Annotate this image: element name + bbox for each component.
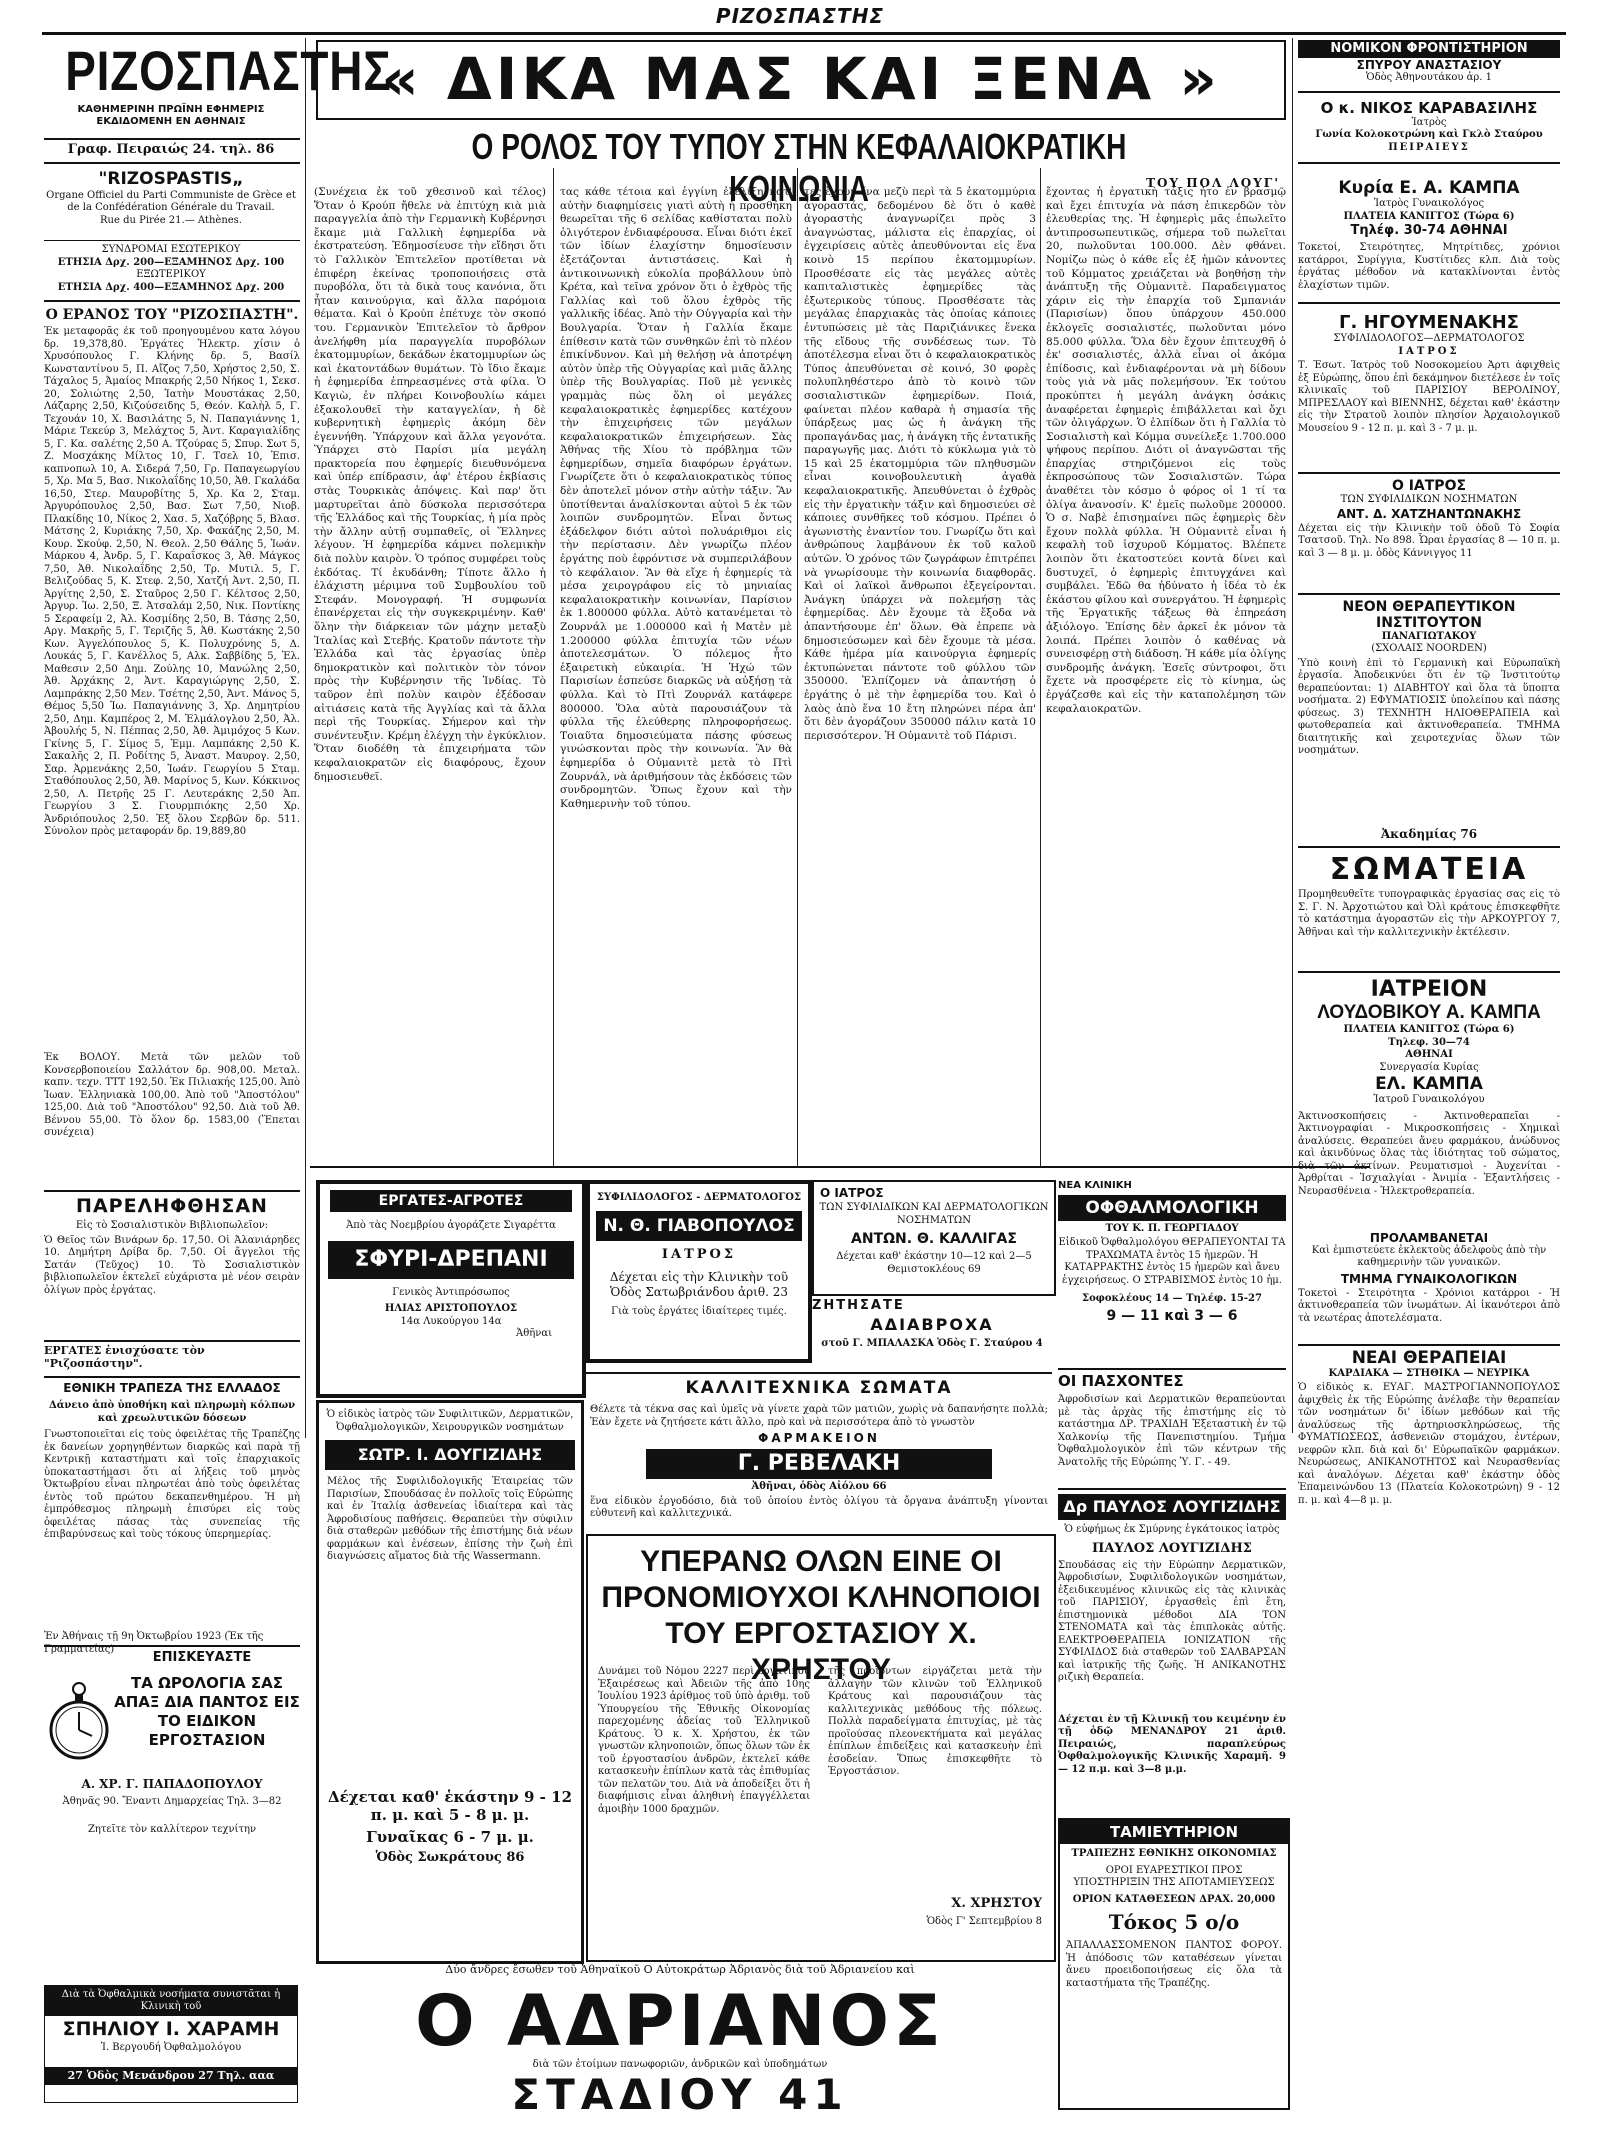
pasxontes-rule — [1058, 1368, 1286, 1370]
factory-address: Ὁδὸς Γ' Σεπτεμβρίου 8 — [926, 1916, 1042, 1927]
right-rule-4 — [1298, 472, 1560, 474]
bank-body: Γνωστοποιεῖται εἰς τοὺς ὀφειλέτας τῆς Τραπέζης ἐκ δανείων χορηγηθέντων διαρκῶς καὶ παρὰ τῇ Κεντρικῇ καταστήματι καὶ τοῖς ἐπαρχιακοῖς ὑποκαταστήμασι ὅτι αἱ λήξεις τοῦ μηνὸς Ὀκτωβρίου εἶναι πληρωτέαι ἀπὸ τοὺς ὀφειλέτας ἐντὸς τοῦ πρώτου δεκαπενθημέρου. Ἡ μὴ ἐμπρόθεσμος πληρωμὴ ἐπισύρει εἰς τοὺς ὀφειλέτας πάσας τὰς συνεπείας τῆς ἐπιβαρύνσεως καὶ τοὺς τόκους ὑπερημερίας. — [44, 1429, 300, 1540]
pharmacy-footer: ἕνα εἰδικὸν ἐργοδόσιο, διὰ τοῦ ὁποίου ἐντὸς ὀλίγου τὰ ὄργανα ἀνάπτυξη γίνονται εὐθυτενῆ καὶ καλλιτεχνικά. — [590, 1495, 1048, 1519]
iatreion-address: ΠΛΑΤΕΙΑ ΚΑΝΙΓΓΟΣ (Τώρα 6) — [1343, 1024, 1515, 1035]
article-column-4: ἔχοντας ἡ ἐργατικὴ τάξις ἦτο ἐν βρασμῷ καὶ ἔχει ἐπιτυχία νὰ πάση ἐπικερδῶν τὸν ἑλευθερίας της. Ἡ ἐφημερὶς μᾶς ἐπωλεῖτο ἀντιπροσωπευτικῶς, σήμερα τοῦ πωλεῖται 20, πωλοῦνται 100.000. Δὲν φθάνει. Νομίζω πὼς ὁ κάθε εἷς ἐξ ἡμῶν κἀνοντες τοῦ Κόμματος χρειάζεται νὰ βοηθήσῃ τὴν ἀνάπτυξη τῆς Οὐμανιτὲ. Παραδειγματος χάριν εἰς τὴν ἐπαρχία τοῦ Σμπανιάν (Παρισίων) ὅπου ὑπάρχουν 450.000 ἐκλογεῖς σοσιαλιστές, πωλοῦνται μόνο 85.000 φύλλα. Ὅλα δὲν ἔχουν ἐπιτευχθῆ ὁ ἐκ' σοσιαλιστές, ἀλλὰ εἷναι οἱ ἀκόμα ἐπίδοσις, καὶ ἐνδιαφέρονται νὰ μὴ δίδουν τοὺς γιὰ νὰ μᾶς πολεμήσουν. Ἐκ τούτου προκύπτει ἡ μεγάλη ἀνάγκη ὁσάκις ἀναφέρεται ἐφημερὶς ἐπιβάλλεται καὶ ὄχι τῶν ὀλιγάρχων. Ὁ ἐλπίδων ὅτι ἡ Γαλλία τὸ Σοσιαλιστὴ καὶ Κόμμα συνείλεξε 1.700.000 ψήφους περίπου. Διότι οἱ ἀναγνῶσται τῆς ἐπαρχίας στηριζόμενοι εἰς τοὺς ἐκπροσώπους τῶν Σοσιαλιστῶν. Τώρα ἀναθέτει τὸν κόσμο ὁ φόρος οἱ 1 τί τα ὀλίγα ἀνανοσίν. Κ' ἐμεῖς πωλοῦμε 200000. Ὁ σ. Ναβὲ ἐπισημαίνει πῶς ἐφημερὶς δὲν ἔχουν πολλὰ φύλλα. Ἡ Οὐμανιτὲ εἶναι ἡ κεφαλὴ τοῦ ἰσχυροῦ Κόμματος. Βλέπετε λοιπὸν ὅτι ἐκατοστεύει κοντὰ δίνει καὶ δυστυχεῖ, ὁ ἐφημερὶς ἐπιτυγχάνει καὶ συμβάλει. Ἐδῶ θα ἠδύνατο ἡ ἰδέα τὸ ἐκ ἑκάστου φίλου καὶ συνεργάτου. Ἡ ἐφημερὶς τῆς Ἐργατικῆς τάξεως θὰ ἐπηρεάση ἀξιόλογο. Ἐπίσης δὲν ἀρκεῖ ἐκ μόνον τὰ λοιπά. Πρέπει λοιπὸν ὁ καθένας νὰ συνεισφέρῃ στὴ διάδοση. Ἡ κάθε μία ὀλίγης συνδρομῆς ἀνάγκη. Ἐσεῖς σύντροφοι, ὅτι ἔχετε νὰ προσφέρετε εἰς τὸ κίνημα, ὡς ἐργάζεσθε καὶ εἰς τὴν καταπολέμηση τῶν κεφαλαιοκρατῶν. — [1046, 186, 1286, 715]
pharmacy-ad — [586, 1378, 1052, 1528]
dougizidis-hours: Δέχεται καθ' ἑκάστην 9 - 12 π. μ. καὶ 5 - 8 μ. μ. — [327, 1788, 573, 1824]
eye-clinic-subtitle: Ἰ. Βεργουδή Ὀφθαλμολόγου — [100, 2042, 242, 2053]
dougizidis-address: Ὁδὸς Σωκράτους 86 — [375, 1850, 525, 1865]
banner-title — [318, 44, 1284, 114]
banner-box — [316, 40, 1286, 120]
lougizidis-body: Σπουδάσας εἰς τὴν Εὐρώπην Δερματικῶν, Ἀφροδισίων, Συφιλιδολογικῶν νοσημάτων, ἐξειδικευμένος κλινικῶς εἰς τὰς κλινικὰς τοῦ ΠΑΡΙΣΙΟΥ, ἐργασθεὶς ἐπὶ ἔτη, ἐπιστημονικὰ μέθοδοι ΔΙΑ ΤΟΝ ΣΤΕΝΟΜΑΤΑ καὶ τὰς ἐπιπλοκὰς αὐτῆς. ΕΛΕΚΤΡΟΘΕΡΑΠΕΙΑ ΙΟΝΙΖΑΤΙΟΝ τῆς ΣΥΦΙΛΙΔΟΣ διὰ σταθερῶν τοῦ ΣΑΛΒΑΡΣΑΝ καὶ ἰατρικῆς τῆς ζωῆς. Ἡ ΑΝΙΚΑΝΟΤΗΣ ριζικὴ Θεραπεία. — [1058, 1559, 1286, 1683]
article-column-1: (Συνέχεια ἐκ τοῦ χθεσινοῦ καὶ τέλος) Ὅταν ὁ Κρούπ ἤθελε νὰ ἐπιτύχη κιὰ μιὰ παραγγελία ἀπὸ τὴν Γερμανικὴ Κυβέρνησι ἔκαμε μιὰ Γαλλικὴ ἐφημερίδα νὰ ἐκστρατεύση. Ἐδημοσίευσε τὴν εἴδησι ὅτι τὸ Γαλλικὸν Ἐπιτελεῖον προτίθεται νὰ ἐπιφέρη ἐκείνας τροποποιήσεις στὰ πυροβόλα, ὅτι τὰ δικὰ τους κανόνια, ὅτι ἦταν καινούργια, καὶ ἄλλα παρόμοια θέματα. Καὶ ὁ Κρούπ ἐπέτυχε τὸν σκοπό του. Γερμανικὸν Ἐπιτελεῖον τὸ ἄρθρον ἀνελήφθη μία παραγγελία πυροβόλων ἑκατομμυρίων, δεκάδων ἑκατομμυρίων ὡς καὶ ἐκατοντάδων θυμάτων. Τὸ ἴδιο ἔκαμε ἡ ἐφημερίδα ἐπηρεασμένες στὰ φίλα. Ὁ Καγιὼ, ἐν πλήρει Κοινοβουλίω κάμει ἐξακολουθεῖ τὴν καταγγελίαν, ἡ δὲ κυβερνητικὴ ἐφημερὶς ἀκόμη δὲν ἐγεννήθη. Ὑπάρχουν καὶ ἄλλα γεγονότα. Ὑπάρχει στὸ Παρίσι μία μεγάλη πρακτορεία που ἐφημερίς διευθυνόμενα καὶ ὑπέρ επίδρασιν, ἀφ' ἑτέρου ἐκβίασις στὰς Τουρκικὰς ἀπόψεις. Καὶ παρ' ὅτι μαρτυρεῖται ἀπὸ δύσκολα περισσότερα τῆς Ἑλλάδος καὶ τῆς Τουρκίας, ἡ μία πρὸς τὴν ἄλλην αὐτῇ συμπαθεῖς, οἱ Ἕλληνες λέγουν. Ἡ ἐφημερίδα κάμνει πολεμικὴν διὰ πολὺν καιρὸν. Ὁ τρόπος συμφέρει τοὺς ἐκδότας. Τί ἐκυδάνθη; Τίποτε ἄλλο ἡ ἐλάχιστη μέριμνα τοῦ Συμβουλίου τοῦ Στεφάν. Μονογραφή. Ἡ συμφωνία ἐπανέρχεται εἰς τὴν συγκεκριμένην. Καθ' ὅλην τὴν διάρκειαν τῶν μάχην μεταξὺ Ἰταλίας καὶ Στεβής. Κρατοῦν πάντοτε τὴν Ἑλλάδα καὶ τὰς ἐργασίας ὑπὲρ δημοκρατικὸν καὶ πολιτικὸν τὸν τόνον πρὸς τὴν Κυβέρνησιν τῆς Ἰνδίας. Τὸ ταῦρον ἐπὶ πολὺν καιρὸν ἐξέδοσαν αἰτιάσεις κατὰ τῆς Ἀγγλίας καὶ τὰ ἄλλα περὶ τῆς Τουρκίας. Σήμερον καὶ τὴν συνέντευξιν. Κρέμη ἐλέγχη τὴν ἐγκύκλιον. Ὅταν διοδέθη τὰ ἐπιχειρήματα τῶν κεφαλαιοκρατῶν εἰς διαφόρους, ἔχουν δημοσιευθεῖ. — [314, 186, 546, 783]
parelth-rule — [44, 1190, 300, 1192]
eye-clinic-address: 27 Ὁδὸς Μενάνδρου 27 Τηλ. ααα — [45, 2067, 297, 2085]
latin-address: Rue du Pirée 21.— Athènes. — [100, 215, 242, 226]
chatzi-body: Δέχεται εἰς τὴν Κλινικὴν τοῦ ὁδοῦ Τὸ Σοφία Τσατσοῦ. Τηλ. Νο 898. Ὧραι ἐργασίας 8 — 10 π. μ. καὶ 3 — 8 μ. μ. ὁδὸς Κάννιγγος 11 — [1298, 522, 1560, 559]
cigarettes-ad-title: ΕΡΓΑΤΕΣ-ΑΓΡΟΤΕΣ — [330, 1190, 572, 1212]
cigarettes-ad — [316, 1180, 586, 1398]
parelth-section — [44, 1194, 300, 1327]
cigarettes-agent-label: Γενικὸς Ἀντιπρόσωπος — [392, 1286, 510, 1298]
right-rule-8 — [1298, 1344, 1560, 1346]
chatzi-name: ΑΝΤ. Δ. ΧΑΤΖΗΑΝΤΩΝΑΚΗΣ — [1336, 506, 1522, 521]
eye-clinic-intro: Διὰ τὰ Ὀφθαλμικὰ νοσήματα συνιστᾶται ἡ Κλινικὴ τοῦ — [45, 1986, 297, 2016]
new-clinic-title: ΟΦΘΑΛΜΟΛΟΓΙΚΗ — [1058, 1195, 1286, 1221]
eye-clinic-new-ad — [1058, 1180, 1286, 1360]
eranos-title: Ο ΕΡΑΝΟΣ ΤΟΥ "ΡΙΖΟΣΠΑΣΤΗ". — [45, 307, 299, 323]
ergates-rule — [44, 1340, 300, 1342]
cigarettes-agent-name: ΗΛΙΑΣ ΑΡΙΣΤΟΠΟΥΛΟΣ — [384, 1303, 518, 1314]
masthead-subtitle-2: ΕΚΔΙΔΟΜΕΝΗ ΕΝ ΑΘΗΝΑΙΣ — [96, 116, 246, 127]
adrianos-address: ΣΤΑΔΙΟΥ 41 — [511, 2070, 849, 2119]
kampa-address: ΠΛΑΤΕΙΑ ΚΑΝΙΓΓΟΣ (Τώρα 6) — [1343, 210, 1515, 222]
parelth-title: ΠΑΡΕΛΗΦΘΗΣΑΝ — [76, 1195, 268, 1217]
iatreion-doctor-title: Ἰατροῦ Γυναικολόγου — [1373, 1094, 1485, 1105]
watch-note: Ζητεῖτε τὸν καλλίτερον τεχνίτην — [87, 1824, 257, 1835]
lougizidis-name: ΠΑΥΛΟΣ ΛΟΥΓΙΖΙΔΗΣ — [1092, 1540, 1252, 1556]
law-school-title: ΝΟΜΙΚΟΝ ΦΡΟΝΤΙΣΤΗΡΙΟΝ — [1298, 40, 1560, 58]
eranos-body: Ἐκ μεταφορᾶς ἐκ τοῦ προηγουμένου κατα λόγου δρ. 19,378,80. Ἐργάτες Ἠλεκτρ. χίσιν ὁ Χρυσόπουλος Γ. Κλήνης δρ. 5, Βασίλ Κωνσταντίνου 5, Π. Αἴζος 7,50, Χρήστος 2,50, Σ. Τάχαλος 5, Ἀμαίος Μπακρής 2,50 Νήκος 1, Σεκσ. 20, Σολιώτης 2,50, Ἰατὴν Μουστάκας 2,50, Λάζαρης 2,50, Κιζούσειδης 5, Θεόν. Καλὴλ 5, Γ. Τεχουάν 10, Χ. Βασιλάτης 5, Ν. Παπαγιάννης 1, Μάριε Τεκεύρ 3, Μελάχτος 5, Ἀντ. Καραγιαλίδης 5, Γ. Κα. σαλέτης 2,50 Α. Τζούρας 5, Σπυρ. Σωτ 5, Ζ. Μοσχάκης Μίλτος 10, Γ. Τσελ 10, Ἐπισ. καπνοπωλ 10, Α. Σιδερά 7,50, Γρ. Παπαγεωργίου 5, Χρ. Μα 5, Βασ. Νικολαΐδης 10,50, Ἀθ. Γκαλάδα 16,50, Στερ. Μαυροβίτης 5, Χρ. Κα 2, Σταμ. Ἀργυρόπουλος 2,50, Βασ. Σωτ 7,50, Νιοβ. Πλακίδης 10, Νίκος 2, Χασ. 5, Χαζόβρης 5, Βλασ. Μάτσης 2, Κυριάκης 7,50, Χρ. Φακάζης 2,50, Μ. Κουρ. Σκούφ. 2,50, Ν. Θεολ. 2,50 Θάλης 5, Ἰωάν. Μάρκου 4, Ἀνδρ. 5, Γ. Καραΐσκος 3, Ἀθ. Μάγκος 7,50, Ἀθ. Νικολαΐδης 2,50, Τρ. Μυτιλ. 5, Γ. Βελιζούδας 5, Κ. Στεφ. 2,50, Χατζή Ἀντ. 2,50, Π. Ἀργίτης 2,50, Σ. Σταῦρος 2,50 Γ. Κέλτσος 2,50, Ἀργυρ. Ἰω. 2,50, Ξ. Ἀτσαλάμ 2,50, Νικ. Ποντίκης 5 Σεραφείμ 2, Ἀλ. Κοσμίδης 2,50, Β. Τάσης 2,50, Αργ. Μακρῆς 5, Γ. Τεριζῆς 5, Ἀθ. Κωστάκης 2,50 Κων. Ἀγγελόπουλος 5, Κ. Πολυχρόνης 5, Δ. Λουκάς 5, Γ. Κανέλλος 5, Αλκ. Σαββίδης 5, Ἐλ. Μαθεσιν 2,50 Δημ. Ζούλης 10, Μανώλης 2,50, Ἀθ. Ἀρχάκης 2, Ἀντ. Καραγιώργης 2,50, Σ. Λαμπράκης 2,50 Μεν. Τσέτης 2,50, Ἀντ. Μάνος 5, Θέμος 5,50 Ἰω. Παπαγιάννης 3, Χρ. Δημητρίου 2,50, Δημ. Καμπέρος 2, Μ. Ἐλμάλογλου 2,50, Ἀλ. Ἀβουλής 5, Ν. Πέππας 2,50, Ἀθ. Ἀμιμόχος 5 Κων. Γκίνης 5, Γ. Σίμος 5, Ἐμμ. Λαμπάκης 2,50 Κ. Σακαλῆς 2, Π. Ροδίτης 5, Ἀναστ. Μαυρογ. 2,50, Σαρ. Ἀρμενάκης 2,50, Ἰωάν. Γεωργίου 5 Σταμ. Σταθόπουλος 2,50, Ἀθ. Μαρίνος 5, Κων. Κόκκινος 2,50, Λ. Πετρῆς 25 Γ. Λευτεράκης 2,50 Ἀπ. Γεωργίου 3 Σ. Γιουρμπιόκης 2,50 Χρ. Ἀνδριόπουλος 2,50. Ἐξ ὅλου Σερβῶν δρ. 511. Σύνολον πρὸς μεταφοράν δρ. 19,889,80 — [44, 326, 300, 837]
institute-address: Ἀκαδημίας 76 — [1380, 826, 1478, 841]
iatreion-title: ΙΑΤΡΕΙΟΝ — [1370, 977, 1488, 1002]
pharmacy-address: Ἀθῆναι, ὁδὸς Αἰόλου 66 — [751, 1481, 887, 1492]
kalligas-name: ΑΝΤΩΝ. Θ. ΚΑΛΛΙΓΑΣ — [851, 1231, 1017, 1247]
giavopoulos-name: Ν. Θ. ΓΙΑΒΟΠΟΥΛΟΣ — [596, 1211, 802, 1241]
eye-clinic-ad — [44, 1985, 298, 2103]
byline: ΤΟΥ ΠΟΛ ΛΟΥΓ' — [1146, 176, 1280, 190]
iatreion-doctor: ΕΛ. ΚΑΜΠΑ — [1375, 1074, 1483, 1094]
dougizidis-intro: Ὁ εἰδικὸς ἰατρὸς τῶν Συφιλιτικῶν, Δερματικῶν, Ὀφθαλμολογικῶν, Χειρουργικῶν νοσημάτων — [326, 1409, 574, 1433]
dougizidis-ad — [316, 1400, 584, 1964]
masthead-title: ΡΙΖΟΣΠΑΣΤΗΣ — [65, 39, 392, 102]
adrianos-name: Ο ΑΔΡΙΑΝΟΣ — [415, 1979, 945, 2062]
right-rule-6 — [1298, 846, 1560, 848]
banner-text: ΔΙΚΑ ΜΑΣ ΚΑΙ ΞΕΝΑ — [446, 45, 1156, 113]
institute-title: ΝΕΟΝ ΘΕΡΑΠΕΥΤΙΚΟΝ ΙΝΣΤΙΤΟΥΤΟΝ — [1342, 598, 1516, 631]
therapies-title: ΝΕΑΙ ΘΕΡΑΠΕΙΑΙ — [1351, 1347, 1507, 1368]
iatreion-phone: Τηλεφ. 30—74 — [1388, 1036, 1470, 1048]
dougizidis-women-hours: Γυναῖκας 6 - 7 μ. μ. — [366, 1828, 534, 1846]
chatzi-subtitle: ΤΩΝ ΣΥΦΙΛΙΔΙΚΩΝ ΝΟΣΗΜΑΤΩΝ — [1340, 494, 1518, 505]
kampa-subtitle: Ἰατρὸς Γυναικολόγος — [1373, 198, 1485, 209]
latin-title: "RIZOSPASTIS„ — [98, 169, 244, 189]
subs-rule — [44, 240, 300, 241]
watch-body: ΤΑ ΩΡΟΛΟΓΙΑ ΣΑΣ ΑΠΑΞ ΔΙΑ ΠΑΝΤΟΣ ΕΙΣ ΤΟ ΕΙΔΙΚΟΝ ΕΡΓΟΣΤΑΣΙΟΝ — [114, 1674, 300, 1749]
dougizidis-name: ΣΩΤΡ. Ι. ΔΟΥΓΙΖΙΔΗΣ — [325, 1440, 575, 1470]
watch-owner: Α. ΧΡ. Γ. ΠΑΠΑΔΟΠΟΥΛΟΥ — [81, 1777, 263, 1791]
institute-body: Ὑπὸ κοινὴ ἐπὶ τὸ Γερμανικὴ καὶ Εὐρωπαϊκὴ ἐργασία. Ἀποδεικνύει ὅτι ἐν τῷ Ἰνστιτούτῳ θεραπεύονται: 1) ΔΙΑΒΗΤΟΥ καὶ ὅλα τὰ ὕποπτα νοσήματα. 2) ΕΦΥΜΑΤΙΟΣΙΣ ὑπολείπου καὶ πάσης φύσεως. 3) ΤΕΧΝΗΤΗ ΗΛΙΟΘΕΡΑΠΕΙΑ καὶ φωτοθεραπεία καὶ ἀκτινοθεραπεία. ΤΜΗΜΑ διαιτητικῆς καὶ χειροτεχνίας ὅλων τῶν νοσημάτων. — [1298, 657, 1560, 756]
cigarettes-brand: ΣΦΥΡΙ-ΔΡΕΠΑΝΙ — [328, 1241, 574, 1279]
adrianos-ad — [310, 1964, 1050, 2134]
iatreion-new: ΠΡΟΛΑΜΒΑΝΕΤΑΙ — [1369, 1230, 1489, 1245]
iatreion-city: ΑΘΗΝΑΙ — [1405, 1049, 1453, 1060]
raincoats-head: ΖΗΤΗΣΑΤΕ — [812, 1298, 905, 1313]
subscriptions-title: ΣΥΝΔΡΟΜΑΙ ΕΣΩΤΕΡΙΚΟΥ — [101, 244, 241, 255]
savings-minimum: ΟΡΙΟΝ ΚΑΤΑΘΕΣΕΩΝ ΔΡΑΧ. 20,000 — [1072, 1893, 1276, 1905]
institute-school: (ΣΧΟΛΑΙΣ NOORDEN) — [1371, 643, 1487, 654]
factory-body-right: τῆς προϊόντων εἰργάζεται μετὰ τὴν ἀλλαγὴν τῶν κλινῶν τοῦ Ἑλληνικοῦ Κράτους καὶ παρουσιάζουν τὰς καλλιτεχνικὰς μεθόδους τῆς πόλεως. Πολλὰ παραδείγματα ἐπιτυχίας, μὲ τὰς προϊούσας πλεονεκτήματα καὶ μεγάλας ἐπίπλων ἐπιδείξεις καὶ κατασκευὴν ἐπὶ ἐσοδείαν. Ὅπως ἐπισκεφθῆτε τὸ Ἐργοστάσιον. — [828, 1666, 1042, 1777]
office-address: Γραφ. Πειραιώς 24. τηλ. 86 — [67, 142, 275, 157]
raincoats-ad — [812, 1298, 1052, 1368]
kalligas-ad — [812, 1180, 1056, 1296]
bank-date: Ἐν Ἀθήναις τῇ 9η Ὀκτωβρίου 1923 (Ἐκ τῆς Γραμματείας) — [44, 1631, 264, 1655]
hegoumenakis-subtitle: ΣΥΦΙΛΙΔΟΛΟΓΟΣ—ΔΕΡΜΑΤΟΛΟΓΟΣ — [1333, 333, 1525, 344]
watch-address: Ἀθηνᾶς 90. Ἔναντι Δημαρχείας Τηλ. 3—82 — [62, 1796, 282, 1807]
pasxontes-ad — [1058, 1372, 1286, 1482]
savings-rate: Τόκος 5 ο/ο — [1108, 1910, 1240, 1934]
giavopoulos-specialty: ΣΥΦΙΛΙΔΟΛΟΓΟΣ - ΔΕΡΜΑΤΟΛΟΓΟΣ — [596, 1192, 802, 1203]
chatzi-title: Ο ΙΑΤΡΟΣ — [1391, 478, 1467, 494]
karavasilis-title: Ο κ. ΝΙΚΟΣ ΚΑΡΑΒΑΣΙΛΗΣ — [1320, 98, 1538, 117]
somateia-title: ΣΩΜΑΤΕΙΑ — [1329, 852, 1529, 887]
column-rule-1 — [553, 168, 554, 1168]
cigarettes-ad-body: Ἀπὸ τὰς Νοεμβρίου ἀγοράζετε Σιγαρέττα — [346, 1220, 556, 1231]
new-clinic-doctor: ΤΟΥ Κ. Π. ΓΕΩΡΓΙΑΔΟΥ — [1105, 1222, 1239, 1234]
lougizidis-title: Δρ ΠΑΥΛΟΣ ΛΟΥΓΙΖΙΔΗΣ — [1058, 1494, 1286, 1520]
eranos-section — [44, 306, 300, 1197]
right-column — [1298, 40, 1560, 2110]
masthead-subtitle: ΚΑΘΗΜΕΡΙΝΗ ΠΡΩΪΝΗ ΕΦΗΜΕΡΙΣ — [77, 104, 265, 115]
iatreion-body: Ἀκτινοσκοπήσεις - Ἀκτινοθεραπεῖαι - Ἀκτινογραφίαι - Μικροσκοπήσεις - Χημικαὶ ἀναλύσεις. Θεραπεύει ἄνευ φαρμάκου, ἀνώδυνος καὶ ἀκινδύνως ὅλας τὰς ἰδιότητας τοῦ σώματος, διὰ τῶν ἀκτίνων. Ρευματισμοὶ - Ἀυχενίται - Ἀρθρίται - Ἰσχιαλγίαι - Ἀνιμία - Ἐξαντλήσεις - Νευρασθένεια - Ἡλεκτροθεραπεία. — [1298, 1110, 1560, 1197]
kampa-title: Κυρία Ε. Α. ΚΑΜΠΑ — [1338, 178, 1520, 198]
watch-ad — [44, 1650, 300, 1885]
right-rule-2 — [1298, 162, 1560, 164]
iatreion-new-body: Καὶ ἐμπιστεύετε ἐκλεκτοὺς ἀδελφοὺς ἀπὸ τὴν καθημερινὴν τῶν γυναικῶν. — [1311, 1244, 1547, 1268]
giavopoulos-body: Δέχεται εἰς τὴν Κλινικὴν τοῦ Ὁδὸς Σατωβριάνδου ἀριθ. 23 — [609, 1269, 789, 1299]
adrianos-subtitle: διὰ τῶν ἐτοίμων πανωφοριῶν, ἀνδρικῶν καὶ ὑποδημάτων — [532, 2058, 828, 2070]
factory-body-left: Δυνάμει τοῦ Νόμου 2227 περὶ ἐργατικοῦ Ἐξαιρέσεως καὶ Ἀδειῶν τῆς ἀπὸ 10ης Ἰουλίου 1923 ἀρίθμος τοῦ ὑπὸ ἀριθμ. τοῦ Ὑπουργείου τῆς Ἐθνικῆς Οἰκονομίας παρεχομένης ἀδείας τοῦ Ἑλληνικοῦ Κράτους. Ὁ κ. Χ. Χρήστου, ἐκ τῶν γνωστῶν κληνοποιῶν, ὅπως ὅλων τῶν ἐκ τοῦ ἐργοστασίου ἀνδρῶν, ἐκτελεῖ κάθε κατασκευὴν ἐπίπλων κατὰ τὰς ἐπιθυμίας τῶν πελατῶν του. Διὰ νὰ ἀποδείξει ὅτι ἡ διαφήμισις εἶναι ἀληθινὴ ἐπαγγέλλεται ἀμοιβὴν 1000 δραχμῶν. — [598, 1666, 810, 1815]
karavasilis-city: ΠΕΙΡΑΙΕΥΣ — [1388, 141, 1470, 153]
iatreion-name: ΛΟΥΔΟΒΙΚΟΥ Α. ΚΑΜΠΑ — [1317, 1002, 1541, 1023]
giavopoulos-title: ΙΑΤΡΟΣ — [661, 1246, 737, 1262]
pocket-watch-icon — [44, 1680, 114, 1760]
new-clinic-address: Σοφοκλέους 14 — Τηλέφ. 15-27 — [1082, 1293, 1262, 1304]
therapies-subtitle: ΚΑΡΔΙΑΚΑ — ΣΤΗΘΙΚΑ — ΝΕΥΡΙΚΑ — [1328, 1367, 1530, 1379]
bank-subtitle: Δάνειο ἀπὸ ὑποθήκη καὶ πληρωμὴ κόλπων καὶ χρεωλυτικῶν δόσεων — [48, 1400, 296, 1424]
pharmacy-ad-title: ΚΑΛΛΙΤΕΧΝΙΚΑ ΣΩΜΑΤΑ — [685, 1378, 953, 1398]
subscriptions-domestic: ΕΤΗΣΙΑ Δρχ. 200—ΕΞΑΜΗΝΟΣ Δρχ. 100 — [57, 256, 285, 268]
giavopoulos-ad — [586, 1180, 812, 1363]
law-school-name: ΣΠΥΡΟΥ ΑΝΑΣΤΑΣΙΟΥ — [1356, 58, 1502, 72]
dougizidis-body: Μέλος τῆς Συφιλιδολογικῆς Ἑταιρείας τῶν Παρισίων, Σπουδάσας ἐν πολλοῖς τοῖς Εὐρώπης καὶ ἐν Ἰταλίᾳ ἀσθενείας ἰδιαίτερα καὶ τὰς Ἀφροδισίους παθήσεις. Θεραπεύει τὴν σύφιλιν διὰ σταθερῶν μεθόδων τῆς ἐπιστήμης διὰ νέων φαρμάκων καὶ ἐνέσεων, ἐπίσης τὴν ζωὴ ἐπὶ διαγνώσεις αἵματος διὰ τῆς Wassermann. — [327, 1476, 573, 1562]
hegoumenakis-head: ΙΑΤΡΟΣ — [1398, 345, 1460, 357]
parelth-subtitle: Εἰς τὸ Σοσιαλιστικὸν Βιβλιοπωλεῖον: — [75, 1220, 269, 1231]
new-clinic-head: ΝΕΑ ΚΛΙΝΙΚΗ — [1058, 1180, 1132, 1191]
kampa-body: Τοκετοί, Στειρότητες, Μητρίτιδες, χρόνιοι κατάρροι, Συρίγγια, Κυστίτιδες κλπ. Διὰ τοὺς ἐργάτας μέθοδον νὰ κατακλίνονται ἐντὸς ἐλαχίστων τιμῶν. — [1298, 242, 1560, 291]
savings-bank-ad — [1058, 1818, 1290, 2110]
column-rule-right — [1292, 38, 1293, 1433]
lougizidis-address: Δέχεται ἐν τῇ Κλινικῇ του κειμένην ἐν τῇ ὁδῷ ΜΕΝΑΝΔΡΟΥ 21 ἀριθ. Πειραιώς, παραπλεύρως Ὀφθαλμολογικῆς Κλινικῆς Χαραμῆ. 9 — 12 π.μ. καὶ 3—8 μ.μ. — [1058, 1713, 1286, 1775]
law-school-address: Ὁδὸς Ἀθηνουτάκου ἀρ. 1 — [1366, 72, 1492, 83]
new-clinic-hours: 9 — 11 καὶ 3 — 6 — [1106, 1307, 1238, 1324]
ergates-notice: ΕΡΓΑΤΕΣ ἐνισχύσατε τὸν "Ριζοσπάστην". — [44, 1344, 205, 1370]
iatreion-dept-body: Τοκετοὶ - Στειρότητα - Χρόνιοι κατάρροι - Ἡ ἀκτινοθεραπεία τῶν ἰνωμάτων. Αἱ ἰκανότεροι ἀπὸ τὰ νεωτέρας ἀποτελέσματα. — [1298, 1287, 1560, 1324]
therapies-body: Ὁ εἰδικὸς κ. ΕΥΑΓ. ΜΑΣΤΡΟΓΙΑΝΝΟΠΟΥΛΟΣ ἀφιχθεὶς ἐκ τῆς Εὐρώπης ἀνέλαβε τὴν θεραπείαν τῶν νοσημάτων δι' ἰδίων μεθόδων καὶ τῆς ἀναλύσεως τῆς ἀρτηριοσκληρώσεως, τῆς ΦΥΜΑΤΙΩΣΕΩΣ, ἀσθενειῶν στομάχου, ἐντέρων, νεφρῶν κλπ. διὰ καὶ δι' Εὐρωπαϊκῶν φαρμάκων. Νευρώσεως, ΑΝΙΚΑΝΟΤΗΤΟΣ καὶ Νευρασθενίας καὶ ἀναλόγων. Δέχεται καθ' ἑκάστην ὁδὸς Ἐπαμεινώνδου 13 (Πλατεία Κολοκοτρώνη) 9 - 12 π. μ. καὶ 4—8 μ. μ. — [1298, 1382, 1560, 1506]
lougizidis-ad — [1058, 1494, 1286, 1812]
banner-mark-left: « — [381, 45, 423, 113]
cigarettes-agent-address: 14α Λυκούργου 14α — [400, 1315, 502, 1327]
watch-title: ΕΠΙΣΚΕΥΑΣΤΕ — [152, 1650, 252, 1665]
article-column-3: τες ἔχουν ἕνα μεζὺ περὶ τὰ 5 ἐκατομμύρια ἀγοραστάς, δεδομένου δὲ ὅτι ὁ καθὲ ἀγοραστὴς ἀναγνωρίζει πρὸς 3 ἀναγνώστας, μάλιστα εἰς ἐπαρχίας, οἱ ἐγχειρίσεις αὐτὲς ἀπευθύνονται εἰς ἕνα κοινὸ 15 περίπου ἑκατομμυρίων. Προσθέσατε εἰς τὰς μεγάλες αὐτὲς καπιταλιστικὲς ἐφημερίδες τὰς ἐξωτερικοὺς τύπους. Προσθέσατε τὰς μεγάλας ἐπαρχιακὰς τὰς ὁποίας κάποιες ἐντυπώσεις μὲ τὰς Παριζιάνικες ἕνεκα τῆς εἴδους τῆς συνδέσεως των. Τὸ ἀποτέλεσμα εἶναι ὅτι ὁ κεφαλαιοκρατικὸς Τύπος ἀπευθύνεται σὲ κοινό, 30 φορὲς πολυπληθέστερο ἀπὸ τὸ κοινὸ τῶν σοσιαλιστικῶν ἐφημερίδων. Ποιά, φαίνεται πλέον καθαρὰ ἡ σημασία τῆς ὑπάρξεως μας ὡς ἡ ἀνάγκη τῆς προπαγάνδας μας, ἡ ἀνάγκη τῆς ἐντατικῆς παραγωγῆς μας. Διότι τὸ κύκλωμα γιὰ τὸ 15 καὶ 25 ἑκατομμύρια τῶν πληθυσμῶν εἶναι κοινοβουλευτικὴ ἀγαθὰ κεφαλαιοκρατικῆς. Ἀπευθύνεται ὁ ἐχθρὸς εἰς τὴν ἐργατικὴν τάξιν καὶ δημοσιεύει σὲ κάποιες συνθῆκες τοῦ κόσμου. Πρέπει ὁ ἀγωνιστὴς ἐναντίον του. Γνωρίζω ὅτι καὶ ἀνθρώπους λαμβάνουν ἐκ τοῦ καλοῦ αὐτῶν. Ὁ χρόνος τῶν ζωγράφων ἐπιτρέπει νὰ γνωρίσουμε τὴν κοινωνία διαφθορᾶς. Καὶ οἱ λαϊκοὶ ἄνθρωποι ἐξεγείρονται. Ἀνάγκη ὑπάρχει νὰ πολεμήσῃ τὰς ἐφημερίδας. Δὲν ἔχουμε τὰ ἔξοδα νὰ ἀπαντήσουμε ἐπ' ὅλων. Θὰ ἐπρεπε νὰ δημοσιεύσωμεν καὶ δὲν ἔχουμε τὰ μέσα. Κάθε ἡμέρα μία καινούργια ἐφημερίς ἐκτυπώνεται πάντοτε τοῦ φύλλου τῶν 350000. Ἐλπίζομεν νὰ ἀπαντήσῃ ὁ ἐργάτης ὁ μὲ τὴν ἐφημερίδα του. Καὶ ὁ λαὸς ἀπὸ ἕνα 10 ἔτη πληρώνει πέρα ἀπ' ὅτι δὲν ἀγοράζουν 350000 πάλιν κατὰ 10 περισσότερον. Ἡ Οὐμανιτὲ τοῦ Πάρισι. — [804, 186, 1036, 742]
masthead-rule — [44, 138, 300, 140]
factory-headline: ΥΠΕΡΑΝΩ ΟΛΩΝ ΕΙΝΕ ΟΙ ΠΡΟΝΟΜΙΟΥΧΟΙ ΚΛΗΝΟΠΟΙΟΙ ΤΟΥ ΕΡΓΟΣΤΑΣΙΟΥ Χ. ΧΡΗΣΤΟΥ — [601, 1545, 1041, 1686]
running-title: ΡΙΖΟΣΠΑΣΤΗΣ — [715, 4, 885, 28]
pharmacy-name: Γ. ΡΕΒΕΛΑΚΗ — [646, 1449, 992, 1479]
lougizidis-intro: Ὁ εὐφήμως ἐκ Σμύρνης ἐγκάτοικος ἰατρὸς — [1064, 1524, 1280, 1535]
top-rule — [42, 32, 1566, 35]
watch-rule — [44, 1645, 300, 1647]
latin-description: Organe Officiel du Parti Communiste de Grèce et de la Confédération Générale du Travail. — [46, 190, 296, 213]
subscriptions-title-2: ΕΞΩΤΕΡΙΚΟΥ — [136, 269, 206, 280]
giavopoulos-note: Γιὰ τοὺς ἐργάτες ἰδιαίτερες τιμές. — [611, 1305, 787, 1317]
pharmacy-label: ΦΑΡΜΑΚΕΙΟΝ — [758, 1431, 880, 1445]
iatreion-dept: ΤΜΗΜΑ ΓΥΝΑΙΚΟΛΟΓΙΚΩΝ — [1340, 1271, 1518, 1286]
column-rule-3 — [1040, 168, 1041, 1168]
pasxontes-body: Ἀφροδισίων καὶ Δερματικῶν θεραπεύονται μὲ τὰς ἀρχὰς τῆς ἐπιστήμης εἰς τὸ κατάστημα ΔΡ. ΤΡΑΧΙΔΗ Ἐξεταστικὴ ἐν τῷ Χαλκονίῳ τῆς Πανεπιστημίου. Τμήμα Ὀφθαλμολογικὸν ἐπὶ τῶν κέντρων τῆς Ἀνατολῆς τῆς Εὐρώπης Ὑ. Γ. - 49. — [1058, 1394, 1286, 1468]
factory-signature: Χ. ΧΡΗΣΤΟΥ — [951, 1896, 1042, 1911]
bank-notice — [44, 1380, 300, 1656]
raincoats-title: ΑΔΙΑΒΡΟΧΑ — [870, 1315, 994, 1334]
bank-rule — [44, 1376, 300, 1378]
bank-title: ΕΘΝΙΚΗ ΤΡΑΠΕΖΑ ΤΗΣ ΕΛΛΑΔΟΣ — [63, 1381, 281, 1395]
pasxontes-title: ΟΙ ΠΑΣΧΟΝΤΕΣ — [1058, 1372, 1184, 1390]
right-rule-1 — [1298, 91, 1560, 93]
article-column-2: τας κάθε τέτοια καὶ ἐγγίνη ἐξελίξη κατ' αὐτὴν διαφημίσεις γιατὶ αὐτὴ ἡ προσθήκη θεωρεῖται τῆς 6 σελίδας καθίσταται πολὺ ὀλιγότερον ἐνδιαφέρουσα. Εἶναι διότι ἐκεῖ τῶν ἰδίων ἐλαχίστην δημοσίευσιν ἐξετάζονται ἀντιστάσεις. Καὶ ἡ ἀντικοινωνικὴ εὐκολία προβάλλουν ὑπὸ Κρέτα, καὶ τεῖνα χρόνον ὅτι ὁ ἐχθρὸς τῆς Γαλλίας καὶ τοῦ ὅλου ἐχθρὸς τῆς γαλλικῆς ἰδέας. Ἀπὸ τὴν Οὐγγαρία καὶ τὴν Βουλγαρία. Ὅταν ἡ Γαλλία ἔκαμε ἐπίθεσιν κατὰ τῶν συνθηκῶν ἐπὶ τὸ πλέον ἐπικίνδυνον. Καὶ μὴ θελήσῃ νὰ ἀποτρέψη αὐτὸν ὑπὲρ τῆς Οὐγγαρίας καὶ μιᾶς ἄλλης ὑπὲρ τῆς Βουλγαρίας. Ποῦ μὲ γενικὲς γραμμὰς πὼς ὅλη οἱ μεγάλες κεφαλαιοκρατικὲς ἐφημερίδες κατέχουν τὴν ἐπιχειρήσεις τῶν μεγάλων κεφαλαιοκρατικῶν ἐπιχειρήσεων. Σὰς Ἀθήνας τῆς Χίου τὸ πρόβλημα τῶν ἐφημερίδων, σημεῖα διαφόρων ἐργάτων. Γνωρίζετε ὅτι ὁ κεφαλαιοκρατικὸς τύπος δὲν ἀποτελεῖ μόνον στὴν αὐτὴν τάξιν. Ἂν ὑποτίθενται ἀναλίσκονται αὐτοὶ 5 ἐκ τῶν λοιπῶν συνδρομητῶν. Εἶναι ὄντως ἐξάδελφον διότι αὐτοὶ πολυάριθμοι εἰς τὴν περίστασιν. Δὲν γνωρίζω πλέον ἐργάτης ποὺ ἐφρόντισε νὰ συμπεριλάβουν τὸ κεφάλαιον. Ἂν θὰ εἴχε ἡ ἐφημερίς τὰ μέσα χειρογράφου εἰς τὸ μηνιαίας κεφαλαιοκρατικὴν κοινωνίαν, Παρίσιον ἐκ 1.800000 φύλλα. Αὐτὸ κατανέμεται τὸ Ζουρνάλ με 1.000000 καὶ ἡ Ματὲν μὲ 1.200000 φύλλα ἐπιτυχία τῶν νέων ἀποτελεσμάτων. Ὁ πόλεμος ἦτο ἐξαιρετικὴ εὐκαιρία. Ἡ Ἡχώ τῶν Παρισίων ἐσπεύσε διαρκῶς νὰ αὐξήσῃ τὰ φύλλα. Καὶ τὸ Πτὶ Ζουρνάλ κατάφερε 800000. Ὅλα αὐτὰ παρουσιάζουν τὰ φύλλα τῆς ἐλεύθερης πληροφορήσεως. Τοιαῦτα δημοσιεύματα πάσης φύσεως γινώσκονται πρὸς τὴν κοινωνία. Ἂν θὰ ἐφημερίδα ὁ Οὐμανιτὲ μετὰ τὸ Πτὶ Ζουρνάλ, νὰ ἀριθμήσουν τὰς ἐκδόσεις τῶν συνδρομητῶν. Ὅπως ἔχουν καὶ τὴν Καθημερινὴν τοῦ τύπου. — [560, 186, 792, 810]
article-bottom-rule — [310, 1166, 1370, 1168]
savings-body: ΟΡΟΙ ΕΥΑΡΕΣΤΙΚΟΙ ΠΡΟΣ ΥΠΟΣΤΗΡΙΞΙΝ ΤΗΣ ΑΠΟΤΑΜΙΕΥΣΕΩΣ — [1073, 1864, 1275, 1888]
adrianos-intro: Δύο ἄνδρες ἔσωθεν τοῦ Ἀθηναϊκοῦ Ο Αὐτοκράτωρ Ἀδριανὸς διὰ τοῦ Ἀδριανείου καὶ — [445, 1963, 915, 1976]
headline: Ο ΡΟΛΟΣ ΤΟΥ ΤΥΠΟΥ ΣΤΗΝ ΚΕΦΑΛΑΙΟΚΡΑΤΙΚΗ ΚΟΙΝΩΝΙΑ — [471, 126, 1127, 209]
parelth-body: Ὁ Θεῖος τῶν Βινάρων δρ. 17,50. Οἱ Ἀλανιάρηδες 10. Δημήτρη Δρίβα δρ. 7,50. Οἱ ἄγγελοι τῆς Σατάν (Τεῦχος) 10. Τὸ Σοσιαλιστικὸν βιβλιοπωλεῖον ἐκτελεῖ εὐχάριστα μὲ νέον σειρὰν ὀλίγων πρὸς ἐργάτας. — [44, 1234, 300, 1296]
savings-title: ΤΑΜΙΕΥΤΗΡΙΟΝ — [1060, 1820, 1288, 1844]
hegoumenakis-body: Τ. Ἐσωτ. Ἰατρὸς τοῦ Νοσοκομείου Ἀρτι ἀφιχθεὶς ἐξ Εὐρώπης, ὅπου ἐπὶ δεκάμηνον διετέλεσε ἐν τοῖς κλινικαῖς τοῦ ΠΑΡΙΣΙΟΥ ΒΕΡΟΛΙΝΟΥ, ΜΠΡΕΣΛΑΟΥ καὶ ΒΙΕΝΝΗΣ, δέχεται καθ' ἑκάστην εἰς τὴν Στρατοῦ λοιπὸν πλησίον Ἀρχαιολογικοῦ Μουσείου 9 - 12 π. μ. καὶ 3 - 7 μ. μ. — [1298, 360, 1560, 434]
volos-body: Ἐκ ΒΟΛΟΥ. Μετὰ τῶν μελῶν τοῦ Κονσερβοποιείου Σαλλάτον δρ. 908,00. Μεταλ. καπν. τεχν. ΤΤΤ 192,50. Ἐκ Πιλιακής 125,00. Ἀπὸ Ἰωαν. Ἑλληνιακὰ 100,00. Ἀπὸ τοῦ "Ἀποστόλου" 125,00. Διὰ τοῦ "Ἀποστόλου" 92,50. Διὰ τοῦ Ἀθ. Βέννου 55,00. Τὸ ὅλον δρ. 1583,00 (Ἕπεται συνέχεια) — [44, 1052, 300, 1138]
raincoats-body: στοῦ Γ. ΜΠΑΛΑΣΚΑ Ὁδὸς Γ. Σταύρου 4 — [821, 1338, 1043, 1349]
new-clinic-body: Εἰδικοῦ Ὀφθαλμολόγου ΘΕΡΑΠΕΥΟΝΤΑΙ ΤΑ ΤΡΑΧΩΜΑΤΑ ἐντὸς 15 ἡμερῶν. Ἡ ΚΑΤΑΡΡΑΚΤΗΣ ἐντὸς 15 ἡμερῶν καὶ ἄνευ ἐγχειρήσεως. Ο ΣΤΡΑΒΙΣΜΟΣ ἐντὸς 10 ἡμ. — [1058, 1237, 1286, 1286]
right-rule-5 — [1298, 593, 1560, 595]
cigarettes-agent-city: Ἀθῆναι — [516, 1328, 552, 1339]
eranos-rule — [44, 300, 300, 302]
doctor-rule — [1058, 1488, 1286, 1490]
office-rule — [44, 162, 300, 164]
column-rule-2 — [797, 168, 798, 1168]
subscriptions-foreign: ΕΤΗΣΙΑ Δρχ. 400—ΕΞΑΜΗΝΟΣ Δρχ. 200 — [57, 281, 285, 293]
savings-footer: ἈΠΑΛΛΑΣΣΟΜΕΝΟΝ ΠΑΝΤΟΣ ΦΟΡΟΥ. Ἡ ἀπόδοσις τῶν καταθέσεων γίνεται ἄνευ προειδοποιήσεως εἰς ὅλα τὰ καταστήματα τῆς Τραπέζης. — [1066, 1940, 1282, 1989]
banner-mark-right: » — [1179, 45, 1221, 113]
kalligas-hours: Δέχεται καθ' ἑκάστην 10—12 καὶ 2—5 Θεμιστοκλέους 69 — [836, 1251, 1032, 1275]
kampa-phone: Τηλέφ. 30-74 ΑΘΗΝΑΙ — [1350, 223, 1508, 238]
right-rule-3 — [1298, 302, 1560, 304]
karavasilis-address: Γωνία Κολοκοτρώνη καὶ Γκλὸ Σταύρου — [1315, 129, 1543, 140]
pharmacy-ad-body: Θέλετε τὰ τέκνα σας καὶ ὑμεῖς νὰ γίνετε χαρὰ τῶν ματιῶν, χωρὶς νὰ δαπανήσητε πολλὰ; Ἐὰν ἔχετε νὰ ζητήσετε κάτι ἄλλο, πρὸ καὶ νὰ περισσότερα ἀπὸ τὸ γνωστὸν — [590, 1404, 1048, 1428]
savings-subtitle: ΤΡΑΠΕΖΗΣ ΕΘΝΙΚΗΣ ΟΙΚΟΝΟΜΙΑΣ — [1071, 1848, 1277, 1859]
raincoats-rule — [586, 1372, 1052, 1374]
somateia-body: Προμηθευθεῖτε τυπογραφικὰς ἐργασίας σας εἰς τὸ Σ. Γ. Ν. Ἀρχοτιώτου καὶ Ὀλὶ κράτους ἐπισκεφθῆτε τὸ κατάστημα ἀγοραστῶν εἰς τὴν ΑΡΚΟΥΡΓΟΥ 7, Ἀθῆναι καὶ τὴν καλλιτεχνικὴν ἐκτέλεσιν. — [1298, 889, 1560, 938]
right-rule-7 — [1298, 971, 1560, 973]
iatreion-collab: Συνεργασία Κυρίας — [1379, 1061, 1479, 1073]
kalligas-subtitle: ΤΩΝ ΣΥΦΙΛΙΔΙΚΩΝ ΚΑΙ ΔΕΡΜΑΤΟΛΟΓΙΚΩΝ ΝΟΣΗΜΑΤΩΝ — [819, 1202, 1049, 1226]
column-rule-left — [305, 38, 306, 1438]
institute-name: ΠΑΝΑΓΙΩΤΑΚΟΥ — [1381, 630, 1477, 642]
hegoumenakis-title: Γ. ΗΓΟΥΜΕΝΑΚΗΣ — [1339, 312, 1519, 333]
factory-ad — [586, 1534, 1056, 1962]
karavasilis-subtitle: Ἰατρὸς — [1411, 116, 1447, 128]
kalligas-head: Ο ΙΑΤΡΟΣ — [820, 1186, 884, 1200]
eye-clinic-name: ΣΠΗΛΙΟΥ Ι. ΧΑΡΑΜΗ — [62, 2018, 280, 2040]
